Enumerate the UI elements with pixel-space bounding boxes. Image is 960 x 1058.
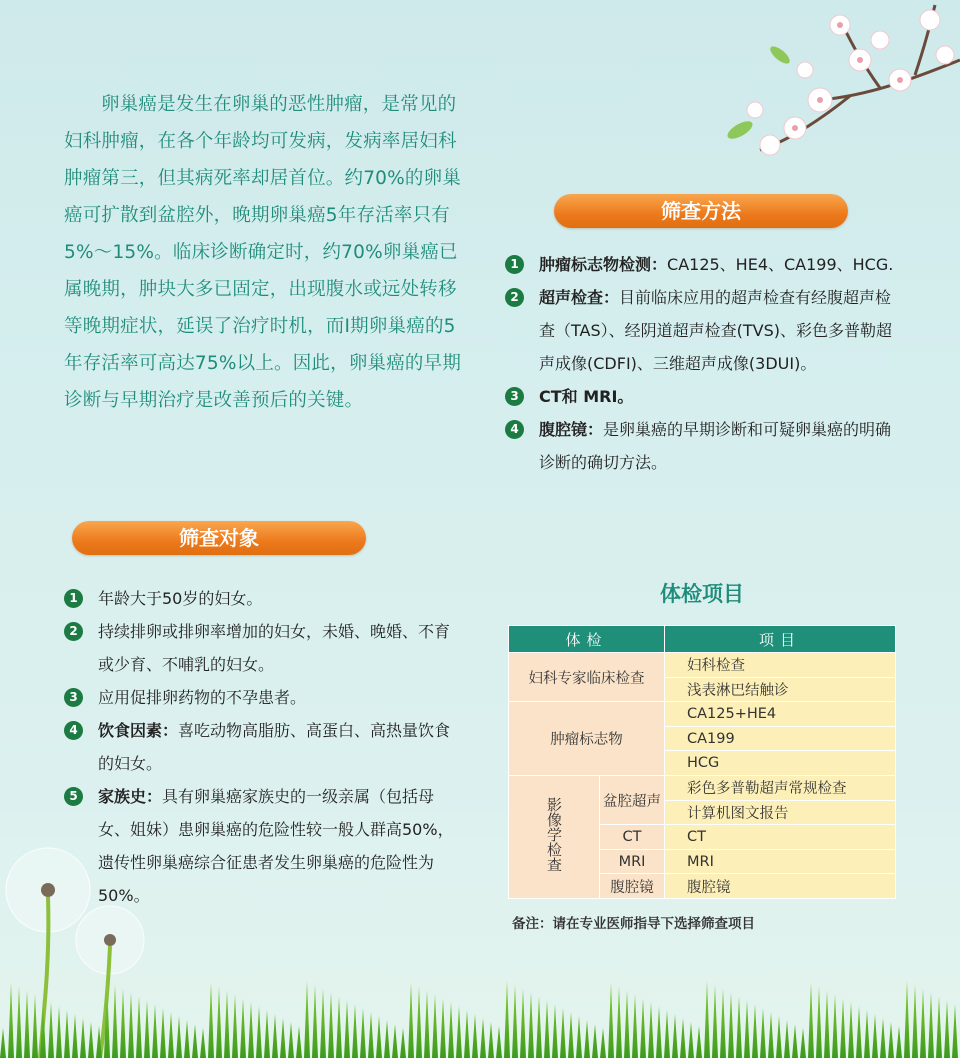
number-3-icon: 3	[505, 387, 524, 406]
methods-heading: 筛查方法	[554, 194, 848, 228]
table-cell: MRI	[665, 849, 896, 874]
table-cell: 浅表淋巴结触诊	[665, 677, 896, 702]
table-cell: CA199	[665, 726, 896, 751]
blossom-branch-decoration	[700, 0, 960, 200]
number-1-icon: 1	[64, 589, 83, 608]
number-4-icon: 4	[64, 721, 83, 740]
group-imaging-vertical	[509, 775, 600, 898]
list-item: 4 腹腔镜：是卵巢癌的早期诊断和可疑卵巢癌的明确诊断的确切方法。	[505, 413, 897, 479]
table-row	[509, 775, 896, 800]
exam-table	[508, 625, 896, 899]
col-header-items: 项目	[665, 626, 896, 653]
group-tumor-markers: 肿瘤标志物	[509, 702, 665, 776]
list-item: 2 持续排卵或排卵率增加的妇女，未婚、晚婚、不育或少育、不哺乳的妇女。	[64, 615, 464, 681]
list-item: 1 年龄大于50岁的妇女。	[64, 582, 464, 615]
table-cell: CT	[665, 825, 896, 850]
table-row	[509, 653, 896, 678]
intro-paragraph: 卵巢癌是发生在卵巢的恶性肿瘤，是常见的妇科肿瘤，在各个年龄均可发病，发病率居妇科肿瘤第三，但其病死率却居首位。约70%的卵巢癌可扩散到盆腔外，晚期卵巢癌5年存活率只有5%～15%。临床诊断确定时，约70%卵巢癌已属晚期，肿块大多已固定，出现腹水或远处转移等晚期症状，延误了治疗时机，而Ⅰ期卵巢癌的5年存活率可高达75%以上。因此，卵巢癌的早期诊断与早期治疗是改善预后的关键。	[64, 94, 462, 411]
table-cell: 腹腔镜	[665, 874, 896, 899]
subgroup-mri: MRI	[600, 849, 665, 874]
list-item: 2 超声检查：目前临床应用的超声检查有经腹超声检查（TAS）、经阴道超声检查(TVS)、彩色多普勒超声成像(CDFI)、三维超声成像(3DUI)。	[505, 281, 897, 380]
grass-decoration	[0, 968, 960, 1058]
list-item: 3 应用促排卵药物的不孕患者。	[64, 681, 464, 714]
number-5-icon: 5	[64, 787, 83, 806]
table-cell: 计算机图文报告	[665, 800, 896, 825]
table-row	[509, 702, 896, 727]
footnote: 备注：请在专业医师指导下选择筛查项目	[512, 916, 755, 932]
subgroup-pelvic-ultrasound: 盆腔超声	[600, 775, 665, 824]
table-header-row	[509, 626, 896, 653]
list-item: 1 肿瘤标志物检测：CA125、HE4、CA199、HCG.	[505, 248, 897, 281]
targets-heading: 筛查对象	[72, 521, 366, 555]
table-cell: CA125+HE4	[665, 702, 896, 727]
list-item: 4 饮食因素：喜吃动物高脂肪、高蛋白、高热量饮食的妇女。	[64, 714, 464, 780]
subgroup-laparoscopy: 腹腔镜	[600, 874, 665, 899]
number-3-icon: 3	[64, 688, 83, 707]
table-cell: 妇科检查	[665, 653, 896, 678]
number-2-icon: 2	[64, 622, 83, 641]
list-item: 5 家族史：具有卵巢癌家族史的一级亲属（包括母女、姐妹）患卵巢癌的危险性较一般人群高50%，遗传性卵巢癌综合征患者发生卵巢癌的危险性为50%。	[64, 780, 464, 912]
group-imaging-label: 影像学检查	[545, 797, 563, 873]
number-2-icon: 2	[505, 288, 524, 307]
list-item: 3 CT和 MRI。	[505, 380, 897, 413]
table-cell: 彩色多普勒超声常规检查	[665, 775, 896, 800]
col-header-exam: 体检	[509, 626, 665, 653]
exam-table-title: 体检项目	[660, 582, 744, 606]
number-1-icon: 1	[505, 255, 524, 274]
number-4-icon: 4	[505, 420, 524, 439]
table-cell: HCG	[665, 751, 896, 776]
methods-list	[505, 248, 897, 479]
subgroup-ct: CT	[600, 825, 665, 850]
group-gynecology: 妇科专家临床检查	[509, 653, 665, 702]
